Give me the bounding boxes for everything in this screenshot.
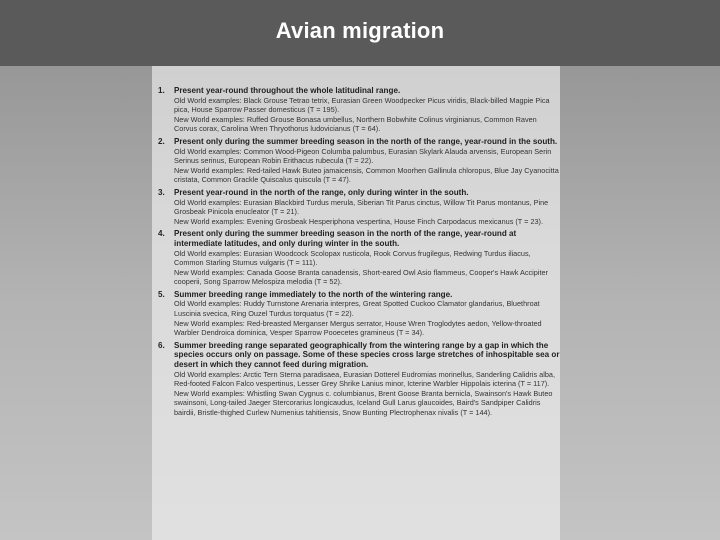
item-number: 3. [158,187,165,197]
new-world-examples: New World examples: Evening Grosbeak Hesperiphona vespertina, House Finch Carpodacus mexicanus (T = 23). [174,216,544,226]
item-heading: Present only during the summer breeding season in the north of the range, year-round at intermediate latitudes, and only during winter in the south. [174,229,517,248]
list-item [158,188,560,226]
list-item [158,137,560,185]
new-world-examples: New World examples: Red-breasted Merganser Mergus serrator, House Wren Troglodytes aedon, Yellow-throated Warbler Dendroica dominica, Vesper Sparrow Pooecetes gramineus (T = 34). [174,318,542,338]
item-number: 2. [158,136,165,146]
old-world-examples: Old World examples: Arctic Tern Sterna paradisaea, Eurasian Dotterel Eudromias morinellus, Sanderling Calidris alba, Red-footed Falcon Falco vespertinus, Lesser Grey Shrike Lanius minor, Icterine Warbler Hippolais icterina (T = 117). [174,369,555,389]
item-heading: Summer breeding range separated geographically from the wintering range by a gap in which the species occurs only on passage. Some of these species cross large stretches of inhospitable sea or desert in which they cannot feed during migration. [174,340,560,370]
new-world-examples: New World examples: Ruffed Grouse Bonasa umbellus, Northern Bobwhite Colinus virginianus, Common Raven Corvus corax, Carolina Wren Thryothorus ludovicianus (T = 64). [174,114,537,134]
item-number: 5. [158,289,165,299]
item-number: 4. [158,229,165,239]
item-number: 6. [158,340,165,350]
list-item [158,341,560,418]
item-heading: Present year-round in the north of the range, only during winter in the south. [174,187,469,197]
new-world-examples: New World examples: Canada Goose Branta canadensis, Short-eared Owl Asio flammeus, Cooper's Hawk Accipiter cooperii, Song Sparrow Melospiza melodia (T = 52). [174,267,548,287]
new-world-examples: New World examples: Whistling Swan Cygnus c. columbianus, Brent Goose Branta bernicla, Swainson's Hawk Buteo swainsoni, Long-tailed Jaeger Stercorarius longicaudus, Iceland Gull Larus glaucoides, Baird's Sandpiper Calidris bairdii, Bristle-thighed Curlew Numenius tahitiensis, Snow Bunting Plectrophenax nivalis (T = 144). [174,388,553,417]
old-world-examples: Old World examples: Black Grouse Tetrao tetrix, Eurasian Green Woodpecker Picus viridis, Black-billed Magpie Pica pica, House Sparrow Passer domesticus (T = 195). [174,95,550,115]
list-item [158,290,560,338]
old-world-examples: Old World examples: Common Wood-Pigeon Columba palumbus, Eurasian Skylark Alauda arvensis, European Serin Serinus serinus, European Robin Erithacus rubecula (T = 22). [174,146,552,166]
old-world-examples: Old World examples: Ruddy Turnstone Arenaria interpres, Great Spotted Cuckoo Clamator glandarius, Bluethroat Luscinia svecica, Ring Ouzel Turdus torquatus (T = 22). [174,299,540,319]
new-world-examples: New World examples: Red-tailed Hawk Buteo jamaicensis, Common Moorhen Gallinula chloropus, Blue Jay Cyanocitta cristata, Common Grackle Quiscalus quiscula (T = 47). [174,165,559,185]
slide-title: Avian migration [275,18,445,43]
old-world-examples: Old World examples: Eurasian Blackbird Turdus merula, Siberian Tit Parus cinctus, Willow Tit Parus montanus, Pine Grosbeak Pinicola enucleator (T = 21). [174,197,549,217]
list-item [158,229,560,287]
list-item [158,86,560,134]
item-number: 1. [158,86,165,95]
item-heading: Present year-round throughout the whole latitudinal range. [174,86,401,95]
document-page [152,66,560,540]
old-world-examples: Old World examples: Eurasian Woodcock Scolopax rusticola, Rook Corvus frugilegus, Redwing Turdus iliacus, Common Starling Sturnus vulgaris (T = 111). [174,248,531,268]
title-bar [0,0,720,66]
item-heading: Present only during the summer breeding season in the north of the range, year-round in the south. [174,136,558,146]
item-heading: Summer breeding range immediately to the north of the wintering range. [174,289,453,299]
